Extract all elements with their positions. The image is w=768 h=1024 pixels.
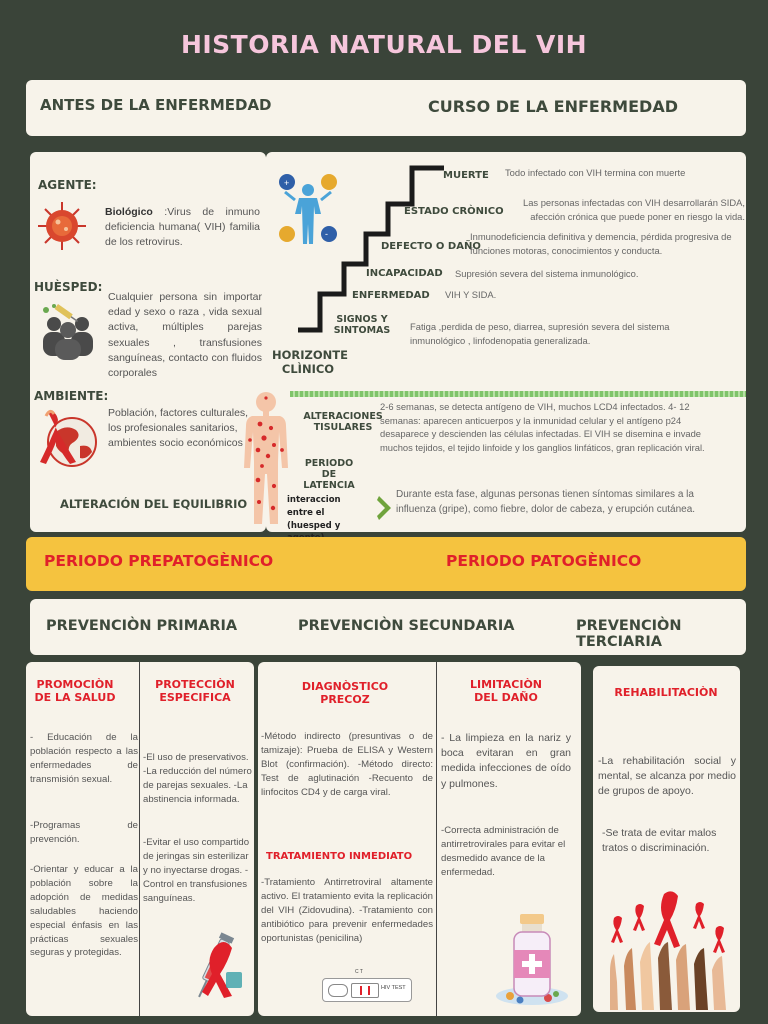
promocion-title: PROMOCIÒN DE LA SALUD <box>34 678 116 704</box>
latencia-desc: Durante esta fase, algunas personas tienen síntomas similares a la influenza (gripe), como fiebre, dolor de cabeza, y erupción cutánea. <box>396 489 696 515</box>
agente-bold: Biológico <box>105 206 153 218</box>
period-banner <box>26 537 746 591</box>
rehabilitacion-title: REHABILITACIÒN <box>614 686 718 699</box>
people-icon <box>38 302 98 360</box>
chevron-right-icon <box>377 494 393 522</box>
step-enfermedad-label: ENFERMEDAD <box>352 290 430 301</box>
agente-label: AGENTE: <box>38 178 97 192</box>
step-enfermedad-desc: VIH Y SIDA. <box>445 289 497 300</box>
hiv-test-ct: C T <box>355 969 363 975</box>
curso-header: CURSO DE LA ENFERMEDAD <box>428 97 678 116</box>
alteraciones-label: ALTERACIONES TISULARES <box>303 411 383 433</box>
step-cronico-desc: Las personas infectadas con VIH desarrollarán SIDA, afección crónica que puede poner en riesgo la vida. <box>523 197 745 222</box>
period-prepatogenico: PERIODO PREPATOGÈNICO <box>44 552 274 570</box>
body-figure-icon <box>240 390 292 530</box>
step-signos-label: SIGNOS Y SINTOMAS <box>333 314 391 336</box>
prevencion-secundaria-header: PREVENCIÒN SECUNDARIA <box>298 618 515 634</box>
promocion-p2: -Programas de prevención. <box>30 820 138 845</box>
svg-text:+: + <box>284 178 290 188</box>
tratamiento-title: TRATAMIENTO INMEDIATO <box>266 851 413 862</box>
syringe-ribbon-icon <box>180 930 246 1004</box>
alteracion-label: ALTERACIÓN DEL EQUILIBRIO <box>60 497 248 511</box>
step-defecto-desc: Inmunodeficiencia definitiva y demencia, pérdida progresiva de funciones motoras, conocimientos y conducta. <box>470 231 732 256</box>
rehabilitacion-p2: -Se trata de evitar malos tratos o discriminación. <box>602 827 717 855</box>
hiv-test-label: HIV TEST <box>381 985 406 991</box>
proteccion-p1: -El uso de preservativos. -La reducción del número de parejas sexuales. -La abstinencia informada. <box>143 752 252 805</box>
agente-text <box>105 205 260 251</box>
proteccion-p2: -Evitar el uso compartido de jeringas sin esterilizar y no inyectarse drogas. -Control en transfusiones sanguíneas. <box>143 837 250 904</box>
horizon-line <box>290 391 746 397</box>
step-muerte-label: MUERTE <box>443 170 489 181</box>
alteraciones-desc: 2-6 semanas, se detecta antígeno de VIH, muchos LCD4 infectados. 4- 12 semanas: aparecen anticuerpos y la inmunidad celular y el antígeno p24 desaparece y descienden las células infectadas. El VIH se disemina e invade muchos tejidos, el tejido linfoide y los ganglios linfáticos, gran replicación viral. <box>380 401 705 453</box>
step-incapacidad-desc: Supresión severa del sistema inmunológico. <box>455 268 639 279</box>
svg-text:-: - <box>325 229 328 239</box>
virus-icon <box>36 200 88 252</box>
limitacion-title: LIMITACIÒN DEL DAÑO <box>469 678 543 704</box>
step-signos-desc: Fatiga ,perdida de peso, diarrea, supresión severa del sistema inmunológico , linfodenopatia generalizada. <box>410 321 670 346</box>
period-patogenico: PERIODO PATOGÈNICO <box>446 552 642 570</box>
diagnostico-p1: -Método indirecto (presuntivas o de tamizaje): Prueba de ELISA y Western Blot (confirmación). -Método directo: Test de aglutinación -Recuento de linfocitos CD4 y de carga viral. <box>261 731 433 798</box>
raised-hands-icon <box>604 890 734 1010</box>
tratamiento-p1: -Tratamiento Antirretroviral altamente activo. El tratamiento evita la replicación del VIH (Zidovudina). -Tratamiento con antibiótico para prevenir enfermedades oportunistas (penicilina) <box>261 877 433 944</box>
limitacion-p2: -Correcta administración de antirretrovirales para evitar el desmedido avance de la enfermedad. <box>441 825 566 878</box>
header-panel <box>26 80 746 136</box>
proteccion-title: PROTECCIÒN ESPECIFICA <box>155 678 235 704</box>
huesped-label: HUÈSPED: <box>34 280 103 294</box>
step-defecto-label: DEFECTO O DAÑO <box>381 241 481 252</box>
step-cronico-label: ESTADO CRÒNICO <box>404 206 504 217</box>
globe-ribbon-icon <box>36 406 100 472</box>
limitacion-p1: - La limpieza en la nariz y boca evitaran en gran medida infecciones de oído y pulmones. <box>441 732 571 790</box>
antes-header: ANTES DE LA ENFERMEDAD <box>40 96 272 114</box>
secundaria-divider <box>436 662 437 1016</box>
step-incapacidad-label: INCAPACIDAD <box>366 268 443 279</box>
agente-desc: :Virus de inmuno deficiencia humana( VIH) familia de los retrovirus. <box>105 206 260 249</box>
medicine-bottle-icon <box>492 912 572 1008</box>
huesped-text: Cualquier persona sin importar edad y sexo o raza , vida sexual activa, múltiples parejas sexuales , transfusiones sanguíneas, contacto con fluidos corporales <box>108 291 262 380</box>
promocion-p3: -Orientar y educar a la población sobre la adopción de medidas saludables haciendo especial énfasis en las prácticas sexuales seguras y protegidas. <box>30 864 138 959</box>
prevention-header-panel <box>30 599 746 655</box>
horizonte-label: HORIZONTE CLÌNICO <box>272 348 348 376</box>
primaria-divider <box>139 662 140 1016</box>
page-title: HISTORIA NATURAL DEL VIH <box>180 30 588 59</box>
diagnostico-title: DIAGNÒSTICO PRECOZ <box>301 680 389 706</box>
latencia-label: PERIODO DE LATENCIA <box>303 458 355 491</box>
rehabilitacion-p1: -La rehabilitación social y mental, se alcanza por medio de grupos de apoyo. <box>598 755 736 798</box>
ambiente-text: Población, factores culturales, los profesionales sanitarios, ambientes socio económicos <box>108 407 249 450</box>
ambiente-label: AMBIENTE: <box>34 389 109 403</box>
step-muerte-desc: Todo infectado con VIH termina con muerte <box>505 167 686 178</box>
prevencion-primaria-header: PREVENCIÒN PRIMARIA <box>46 618 238 634</box>
promocion-p1: - Educación de la población respecto a las enfermedades de transmisión sexual. <box>30 732 138 785</box>
prevencion-terciaria-header: PREVENCIÒN TERCIARIA <box>576 618 682 650</box>
hiv-test-icon <box>322 969 412 1002</box>
interaccion-label: interaccion entre el (huesped y <box>287 495 341 531</box>
